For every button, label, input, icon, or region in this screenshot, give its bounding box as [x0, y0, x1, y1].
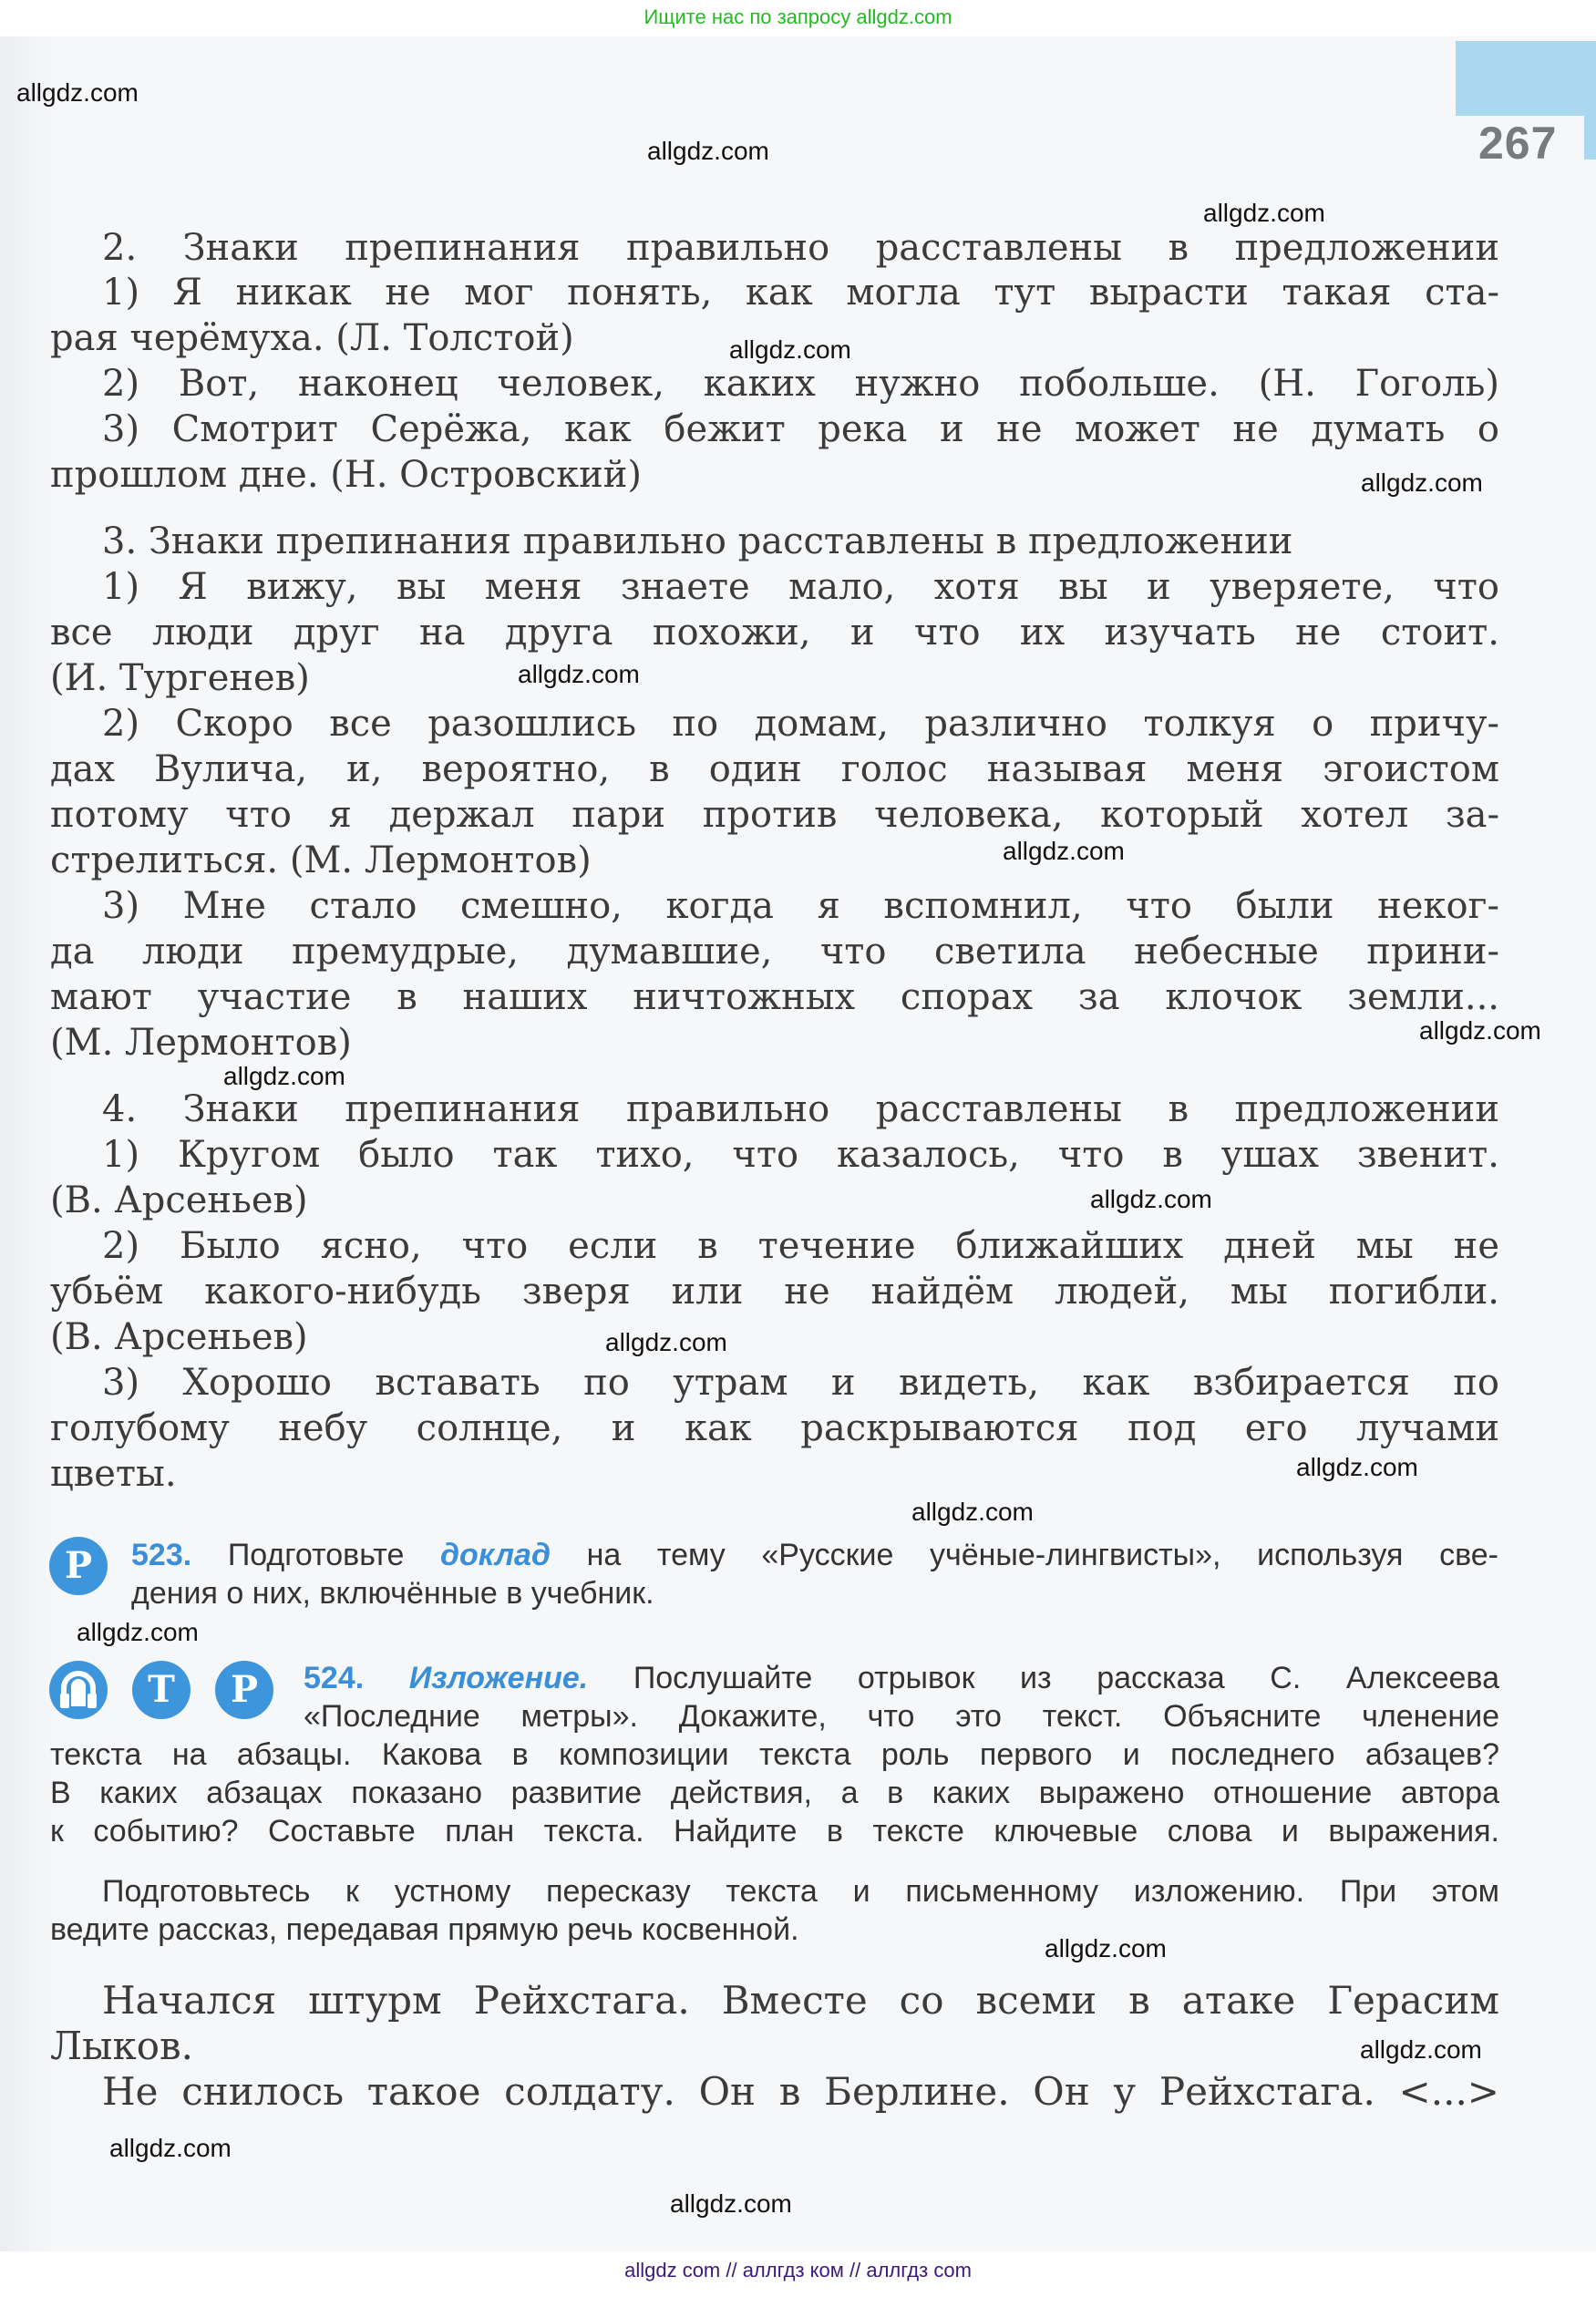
question-line: 1) Я никак не мог понять, как могла тут вырасти такая ста- [102, 272, 1499, 314]
watermark-text: allgdz.com [911, 1498, 1034, 1526]
exercise-number: 523. [131, 1538, 192, 1572]
watermark-text: allgdz.com [1361, 469, 1483, 497]
watermark-text: allgdz.com [109, 2134, 232, 2162]
exercise-number: 524. [304, 1661, 365, 1695]
watermark-text: allgdz.com [670, 2189, 792, 2218]
exercise-524-line1: 524. Изложение. Послушайте отрывок из рассказа С. Алексеева [304, 1661, 1499, 1695]
question-line: стрелиться. (М. Лермонтов) [50, 839, 592, 881]
question-title: 2. Знаки препинания правильно расставлены в предложении [102, 227, 1499, 269]
exercise-keyword: Изложение. [408, 1661, 589, 1695]
question-line: 1) Кругом было так тихо, что казалось, что в ушах звенит. [102, 1134, 1499, 1176]
question-line: цветы. [50, 1453, 177, 1495]
watermark-text: allgdz.com [1296, 1453, 1418, 1481]
question-line: все люди друг на друга похожи, и что их изучать не стоит. [50, 612, 1499, 654]
bottom-site-links[interactable]: allgdz com // аллгдз ком // аллгдз com [624, 2259, 972, 2282]
watermark-text: allgdz.com [518, 660, 640, 688]
question-title: 4. Знаки препинания правильно расставлены в предложении [102, 1088, 1499, 1130]
story-line: Начался штурм Рейхстага. Вместе со всеми в атаке Герасим [102, 1978, 1499, 2023]
watermark-text: allgdz.com [77, 1618, 199, 1646]
watermark-text: allgdz.com [1090, 1185, 1212, 1213]
page-spine-shade [0, 36, 55, 2251]
question-line: (М. Лермонтов) [50, 1022, 352, 1064]
question-line: 1) Я вижу, вы меня знаете мало, хотя вы и уверяете, что [102, 566, 1499, 608]
watermark-text: allgdz.com [1003, 837, 1125, 865]
question-line: 2) Скоро все разошлись по домам, различно толкуя о причу- [102, 703, 1499, 745]
question-line: мают участие в наших ничтожных спорах за клочок земли... [50, 976, 1499, 1018]
question-line: дах Вулича, и, вероятно, в один голос называя меня эгоистом [50, 748, 1499, 790]
headphones-icon [49, 1661, 108, 1719]
chapter-tab-strip [1584, 116, 1596, 160]
r-badge-icon: Р [49, 1537, 108, 1595]
watermark-text: allgdz.com [1203, 199, 1325, 227]
page-number: 267 [1478, 118, 1558, 169]
exercise-keyword: доклад [440, 1538, 551, 1572]
exercise-524-line3: текста на абзацы. Какова в композиции текста роль первого и последнего абзацев? [50, 1737, 1499, 1772]
question-line: 2) Вот, наконец человек, каких нужно побольше. (Н. Гоголь) [102, 363, 1499, 405]
exercise-523-line1: 523. Подготовьте доклад на тему «Русские учёные-лингвисты», используя све- [131, 1538, 1498, 1572]
question-line: 3) Хорошо вставать по утрам и видеть, как взбирается по [102, 1362, 1499, 1404]
exercise-524-line5: к событию? Составьте план текста. Найдите в тексте ключевые слова и выражения. [50, 1814, 1499, 1849]
question-line: (И. Тургенев) [50, 657, 310, 699]
question-title: 3. Знаки препинания правильно расставлены в предложении [102, 520, 1293, 562]
question-line: (В. Арсеньев) [50, 1179, 308, 1221]
watermark-text: allgdz.com [1360, 2035, 1482, 2064]
question-line: 3) Смотрит Серёжа, как бежит река и не может не думать о [102, 408, 1499, 450]
question-line: 3) Мне стало смешно, когда я вспомнил, что были неког- [102, 885, 1499, 927]
top-banner[interactable]: Ищите нас по запросу allgdz.com [644, 5, 952, 28]
watermark-text: allgdz.com [1419, 1016, 1541, 1045]
question-line: убьём какого-нибудь зверя или не найдём людей, мы погибли. [50, 1271, 1499, 1313]
chapter-tab [1456, 41, 1596, 116]
watermark-text: allgdz.com [605, 1328, 727, 1356]
exercise-524-line2: «Последние метры». Докажите, что это текст. Объясните членение [304, 1699, 1499, 1734]
question-line: 2) Было ясно, что если в течение ближайших дней мы не [102, 1225, 1499, 1267]
question-line: голубому небу солнце, и как раскрываются под его лучами [50, 1407, 1499, 1449]
t-badge-icon: Т [132, 1661, 190, 1719]
watermark-text: allgdz.com [647, 137, 769, 165]
watermark-text: allgdz.com [1045, 1934, 1167, 1962]
question-line: рая черёмуха. (Л. Толстой) [50, 317, 574, 359]
exercise-523-line2: дения о них, включённые в учебник. [131, 1576, 654, 1611]
story-line: Лыков. [50, 2024, 194, 2068]
watermark-text: allgdz.com [16, 78, 139, 107]
exercise-524-para2-line2: ведите рассказ, передавая прямую речь косвенной. [50, 1912, 799, 1947]
story-line: Не снилось такое солдату. Он в Берлине. Он у Рейхстага. <...> [102, 2069, 1499, 2114]
question-line: потому что я держал пари против человека, который хотел за- [50, 794, 1499, 836]
exercise-524-para2-line1: Подготовьтесь к устному пересказу текста и письменному изложению. При этом [102, 1874, 1499, 1909]
question-line: (В. Арсеньев) [50, 1316, 308, 1358]
watermark-text: allgdz.com [729, 335, 851, 364]
r-badge-icon: Р [215, 1661, 273, 1719]
watermark-text: allgdz.com [223, 1062, 345, 1090]
exercise-524-line4: В каких абзацах показано развитие действия, а в каких выражено отношение автора [50, 1776, 1499, 1810]
question-line: прошлом дне. (Н. Островский) [50, 454, 643, 496]
question-line: да люди премудрые, думавшие, что светила небесные прини- [50, 931, 1499, 973]
